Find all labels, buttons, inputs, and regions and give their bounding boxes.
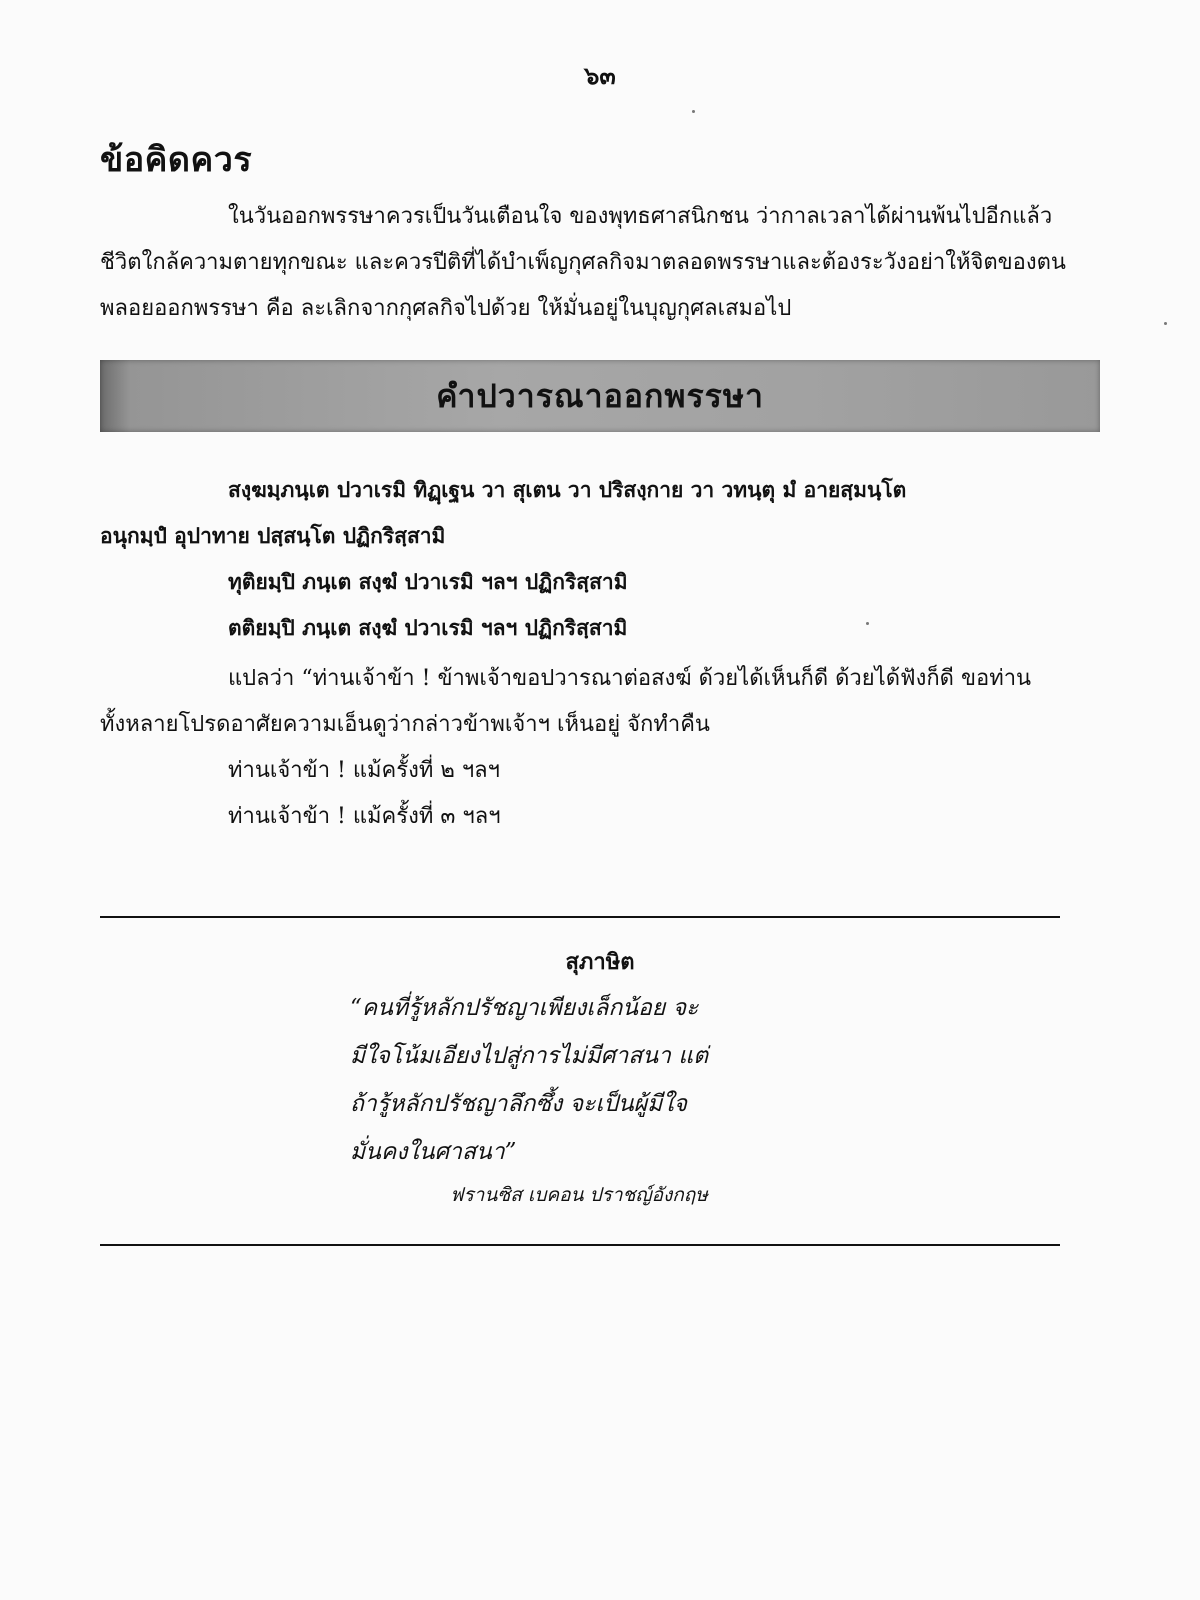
translation-line-1: แปลว่า “ท่านเจ้าข้า ! ข้าพเจ้าขอปวารณาต่อสงฆ์ ด้วยได้เห็นก็ดี ด้วยได้ฟังก็ดี ขอท่าน [228,666,1032,691]
quote-line-3: ถ้ารู้หลักปรัชญาลึกซึ้ง จะเป็นผู้มีใจ [350,1091,687,1117]
quote-line-4: มั่นคงในศาสนา” [350,1139,517,1165]
pali-line-4: ตติยมฺปิ ภนฺเต สงฺฆํ ปวาเรมิ ฯลฯ ปฏิกริสฺสามิ [228,616,628,640]
banner-title: คำปวารณาออกพรรษา [436,377,764,415]
translation-line-3: ท่านเจ้าข้า ! แม้ครั้งที่ ๒ ฯลฯ [228,758,501,783]
divider-bottom [100,1244,1060,1246]
pali-line-3: ทุติยมฺปิ ภนฺเต สงฺฆํ ปวาเรมิ ฯลฯ ปฏิกริสฺสามิ [228,570,628,594]
translation-line-4: ท่านเจ้าข้า ! แม้ครั้งที่ ๓ ฯลฯ [228,804,501,829]
proverb-title: สุภาษิต [565,950,635,975]
scan-speck [866,622,869,625]
reflection-line-3: พลอยออกพรรษา คือ ละเลิกจากกุศลกิจไปด้วย ให้มั่นอยู่ในบุญกุศลเสมอไป [100,296,792,321]
reflection-line-2: ชีวิตใกล้ความตายทุกขณะ และควรปีติที่ได้บำเพ็ญกุศลกิจมาตลอดพรรษาและต้องระวังอย่าให้จิตของตน [100,250,1066,275]
pali-line-2: อนุกมฺปํ อุปาทาย ปสฺสนฺโต ปฏิกริสฺสามิ [100,524,446,548]
reflection-line-1: ในวันออกพรรษาควรเป็นวันเตือนใจ ของพุทธศาสนิกชน ว่ากาลเวลาได้ผ่านพ้นไปอีกแล้ว [228,204,1053,229]
divider-top [100,916,1060,918]
translation-line-2: ทั้งหลายโปรดอาศัยความเอ็นดูว่ากล่าวข้าพเจ้าฯ เห็นอยู่ จักทำคืน [100,712,710,737]
section-heading: ข้อคิดควร [100,140,253,180]
pali-line-1: สงฺฆมฺภนฺเต ปวาเรมิ ทิฏฺเฐน วา สุเตน วา ปริสงฺกาย วา วทนฺตุ มํ อายสฺมนฺโต [228,478,907,502]
scan-speck [692,110,695,113]
scan-speck [1164,322,1167,325]
quote-line-2: มีใจโน้มเอียงไปสู่การไม่มีศาสนา แต่ [350,1043,709,1069]
title-banner [100,360,1100,432]
page-number: ๖๓ [584,62,616,90]
quote-attribution: ฟรานซิส เบคอน ปราชญ์อังกฤษ [450,1184,708,1206]
quote-line-1: “คนที่รู้หลักปรัชญาเพียงเล็กน้อย จะ [350,995,699,1021]
